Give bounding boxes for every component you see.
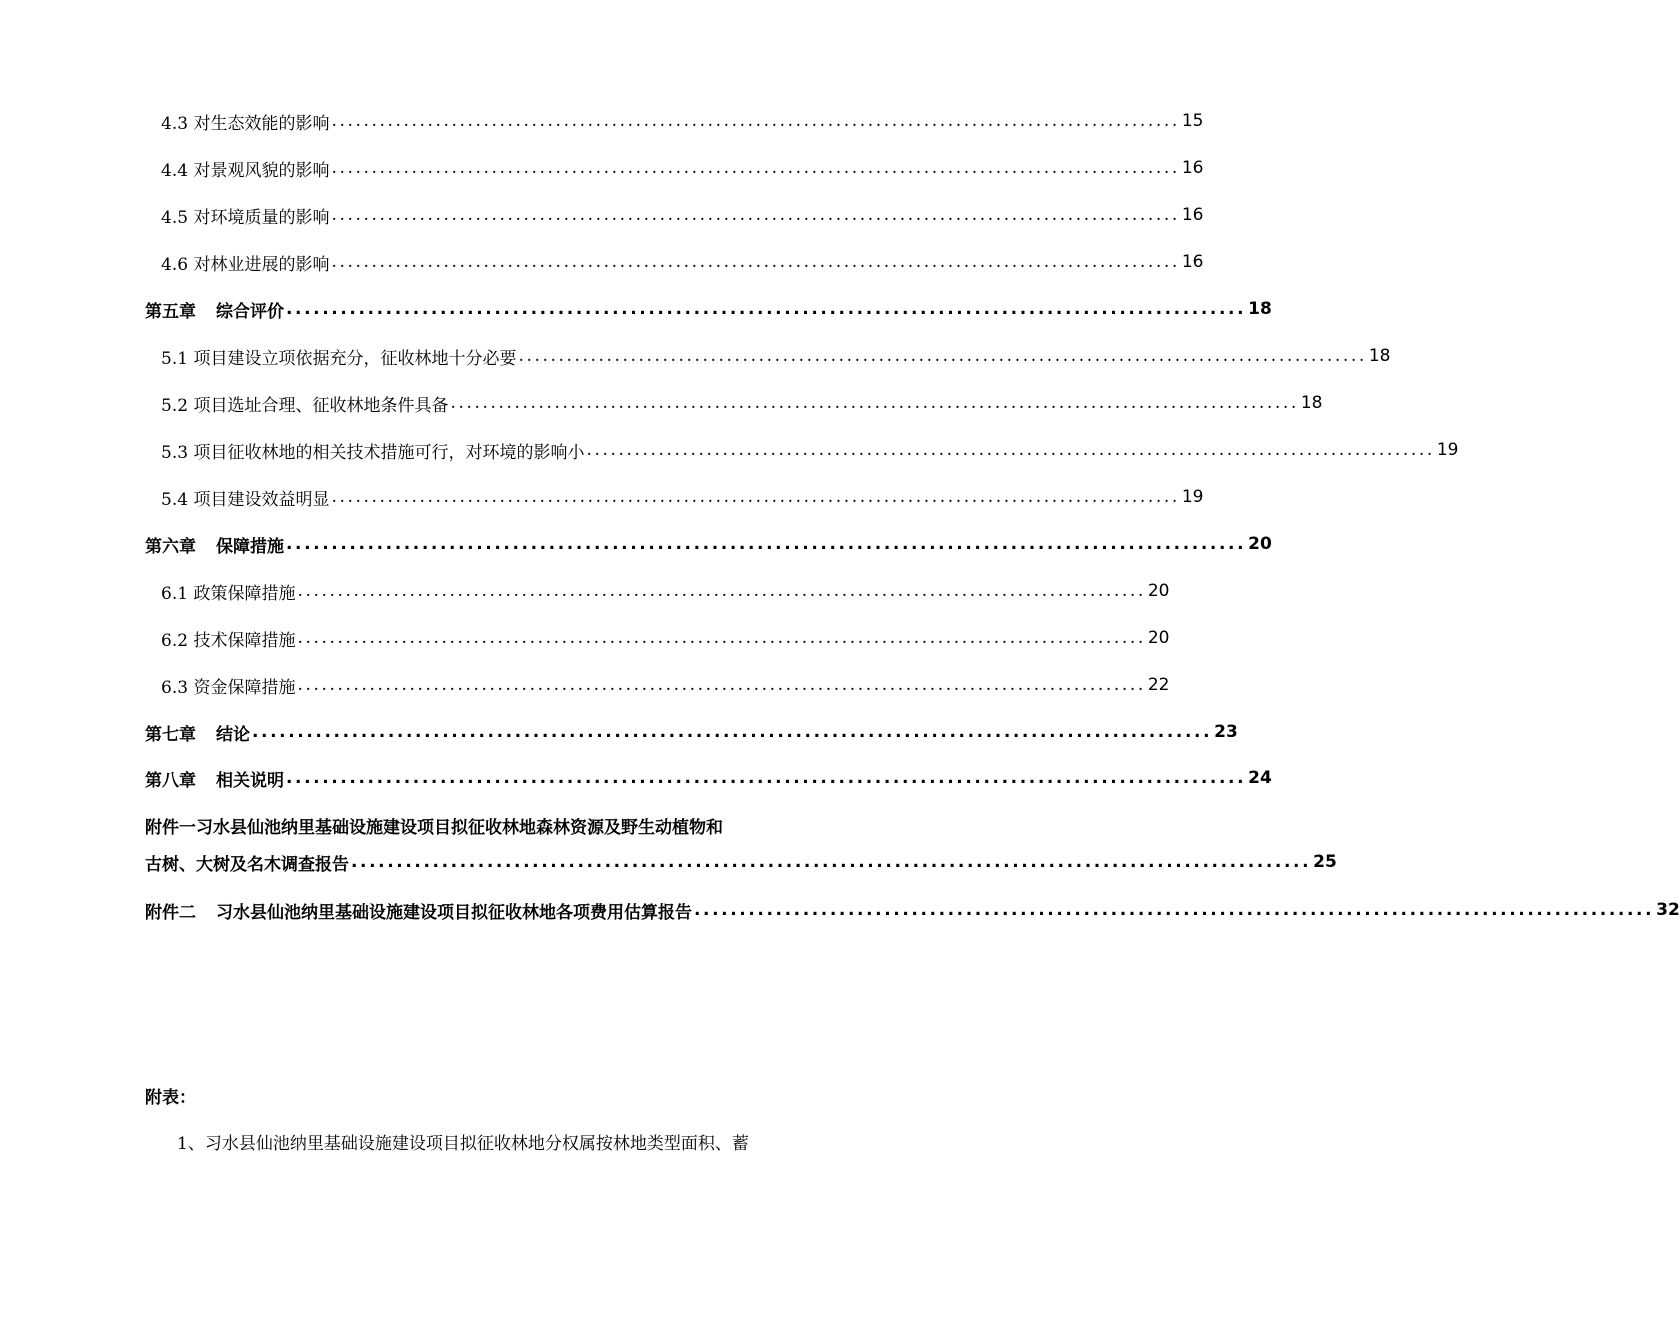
toc-entry-number: 6.3 — [161, 677, 189, 698]
toc-entry-number: 4.6 — [161, 254, 189, 275]
dot-leader: .......................................................................................................... — [331, 111, 1180, 131]
dot-leader: .......................................................................................................... — [331, 252, 1180, 272]
toc-entry-number: 5.1 — [161, 348, 189, 369]
attached-table-item-1: 1、习水县仙池纳里基础设施建设项目拟征收林地分权属按林地类型面积、蓄 — [177, 1134, 749, 1154]
toc-entry-title: 对环境质量的影响 — [193, 207, 330, 228]
toc-entry-title: 资金保障措施 — [193, 677, 296, 698]
dot-leader: .......................................................................................................... — [297, 675, 1146, 695]
dot-leader: .......................................................................................................... — [450, 393, 1299, 413]
toc-entry-number: 5.3 — [161, 442, 189, 463]
toc-chapter-number: 第八章 — [145, 770, 196, 791]
dot-leader: .......................................................................................................... — [518, 346, 1367, 366]
toc-page-number: 20 — [1248, 534, 1272, 554]
toc-entry-number: 4.3 — [161, 113, 189, 134]
toc-page-number: 24 — [1248, 768, 1272, 788]
toc-entry-number: 6.2 — [161, 630, 189, 651]
dot-leader: .......................................................................................................... — [286, 534, 1247, 554]
toc-chapter-5[interactable] — [0, 294, 1272, 324]
toc-page-number: 16 — [1181, 252, 1204, 272]
toc-annex-1-line-2[interactable] — [0, 847, 1337, 877]
toc-annex-title-continued: 古树、大树及名木调查报告 — [145, 854, 349, 875]
toc-entry-title: 项目选址合理、征收林地条件具备 — [193, 395, 449, 416]
toc-page-number: 18 — [1300, 393, 1323, 413]
toc-chapter-7[interactable] — [0, 717, 1238, 747]
toc-entry-4-6[interactable] — [0, 247, 1204, 277]
dot-leader: .......................................................................................................... — [694, 900, 1655, 920]
toc-entry-5-3[interactable] — [0, 435, 1459, 465]
toc-entry-title: 项目征收林地的相关技术措施可行，对环境的影响小 — [193, 442, 585, 463]
toc-chapter-8[interactable] — [0, 763, 1272, 793]
toc-entry-title: 对景观风貌的影响 — [193, 160, 330, 181]
toc-entry-4-5[interactable] — [0, 200, 1204, 230]
toc-annex-number: 附件二 — [145, 902, 196, 923]
toc-entry-title: 技术保障措施 — [193, 630, 296, 651]
toc-annex-2[interactable] — [0, 895, 1680, 925]
toc-page-number: 23 — [1214, 722, 1238, 742]
toc-chapter-title: 结论 — [216, 724, 250, 745]
toc-entry-title: 项目建设立项依据充分，征收林地十分必要 — [193, 348, 517, 369]
toc-entry-title: 对生态效能的影响 — [193, 113, 330, 134]
toc-annex-title: 习水县仙池纳里基础设施建设项目拟征收林地各项费用估算报告 — [216, 902, 692, 923]
toc-entry-number: 5.2 — [161, 395, 189, 416]
dot-leader: .......................................................................................................... — [331, 158, 1180, 178]
toc-chapter-title: 相关说明 — [216, 770, 284, 791]
attached-tables-heading: 附表： — [145, 1088, 196, 1108]
toc-page-number: 19 — [1436, 440, 1459, 460]
toc-entry-5-1[interactable] — [0, 341, 1391, 371]
toc-entry-6-1[interactable] — [0, 576, 1170, 606]
toc-chapter-number: 第五章 — [145, 301, 196, 322]
toc-entry-number: 4.4 — [161, 160, 189, 181]
toc-chapter-number: 第七章 — [145, 724, 196, 745]
toc-entry-6-3[interactable] — [0, 670, 1170, 700]
toc-annex-1-line-1[interactable] — [145, 810, 825, 840]
dot-leader: .......................................................................................................... — [586, 440, 1435, 460]
toc-entry-6-2[interactable] — [0, 623, 1170, 653]
dot-leader: .......................................................................................................... — [331, 487, 1180, 507]
toc-chapter-number: 第六章 — [145, 536, 196, 557]
dot-leader: .......................................................................................................... — [297, 581, 1146, 601]
toc-page-number: 18 — [1248, 299, 1272, 319]
toc-entry-5-4[interactable] — [0, 482, 1204, 512]
toc-chapter-title: 保障措施 — [216, 536, 284, 557]
toc-page-number: 18 — [1368, 346, 1391, 366]
dot-leader: .......................................................................................................... — [297, 628, 1146, 648]
dot-leader: .......................................................................................................... — [286, 768, 1247, 788]
toc-page-number: 20 — [1147, 581, 1170, 601]
toc-entry-number: 5.4 — [161, 489, 189, 510]
toc-entry-4-3[interactable] — [0, 106, 1204, 136]
dot-leader: .......................................................................................................... — [286, 299, 1247, 319]
toc-entry-title: 对林业进展的影响 — [193, 254, 330, 275]
toc-entry-number: 6.1 — [161, 583, 189, 604]
toc-page-number: 15 — [1181, 111, 1204, 131]
toc-annex-title: 习水县仙池纳里基础设施建设项目拟征收林地森林资源及野生动植物和 — [196, 817, 723, 838]
toc-entry-title: 政策保障措施 — [193, 583, 296, 604]
toc-page-number: 19 — [1181, 487, 1204, 507]
toc-chapter-6[interactable] — [0, 529, 1272, 559]
toc-entry-number: 4.5 — [161, 207, 189, 228]
toc-entry-title: 项目建设效益明显 — [193, 489, 330, 510]
toc-page-number: 22 — [1147, 675, 1170, 695]
toc-page-number: 16 — [1181, 205, 1204, 225]
toc-annex-number: 附件一 — [145, 817, 196, 838]
toc-chapter-title: 综合评价 — [216, 301, 284, 322]
toc-page-number: 25 — [1313, 852, 1337, 872]
dot-leader: .......................................................................................................... — [351, 852, 1312, 872]
toc-page-number: 20 — [1147, 628, 1170, 648]
toc-page-number: 16 — [1181, 158, 1204, 178]
toc-entry-5-2[interactable] — [0, 388, 1323, 418]
toc-entry-4-4[interactable] — [0, 153, 1204, 183]
toc-page-number: 32 — [1656, 900, 1680, 920]
dot-leader: .......................................................................................................... — [331, 205, 1180, 225]
dot-leader: .......................................................................................................... — [252, 722, 1213, 742]
